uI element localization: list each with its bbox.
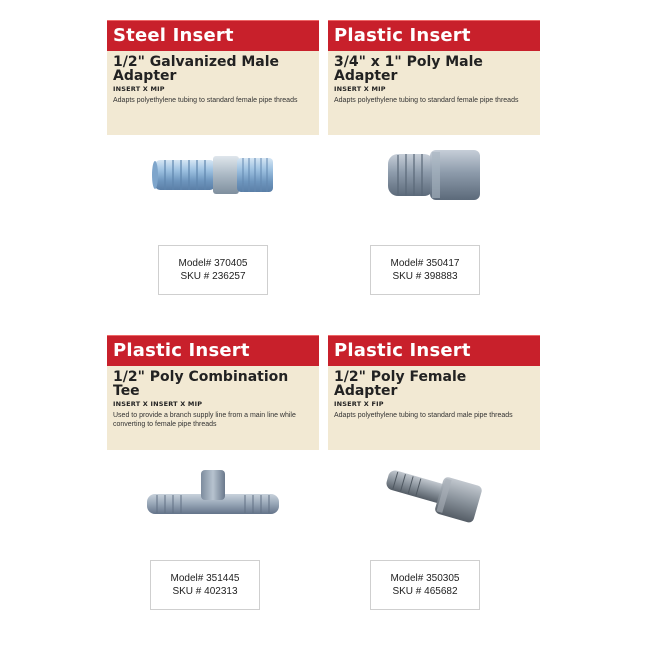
plastic-female-adapter-icon bbox=[328, 458, 540, 538]
product-info bbox=[107, 366, 319, 450]
steel-adapter-icon bbox=[107, 140, 319, 220]
sku-number: SKU # 398883 bbox=[392, 271, 458, 282]
model-sku-box bbox=[370, 245, 480, 295]
product-connection-type: INSERT X FIP bbox=[334, 400, 384, 408]
product-image-poly-combination-tee bbox=[107, 462, 319, 542]
sku-number: SKU # 236257 bbox=[180, 271, 246, 282]
product-card-poly-combination-tee bbox=[107, 335, 319, 450]
product-info bbox=[107, 51, 319, 135]
product-card-galvanized-male-adapter bbox=[107, 20, 319, 135]
model-number: Model# 350417 bbox=[390, 258, 460, 269]
plastic-tee-icon bbox=[107, 462, 319, 542]
product-image-poly-male-adapter bbox=[328, 140, 540, 220]
product-connection-type: INSERT X MIP bbox=[334, 85, 386, 93]
product-name: 1/2" Poly Female Adapter bbox=[334, 369, 467, 399]
product-info bbox=[328, 366, 540, 450]
model-number: Model# 370405 bbox=[178, 258, 248, 269]
model-sku-box bbox=[370, 560, 480, 610]
plastic-male-adapter-icon bbox=[328, 140, 540, 220]
product-category-banner: Plastic Insert bbox=[107, 335, 319, 366]
model-number: Model# 351445 bbox=[170, 573, 240, 584]
product-category-banner: Plastic Insert bbox=[328, 20, 540, 51]
product-connection-type: INSERT X MIP bbox=[113, 85, 165, 93]
product-description: Used to provide a branch supply line from a main line while converting to female pipe threads bbox=[113, 412, 296, 428]
model-sku-box bbox=[150, 560, 260, 610]
product-category-banner: Steel Insert bbox=[107, 20, 319, 51]
product-card-poly-female-adapter bbox=[328, 335, 540, 450]
product-image-galvanized-male-adapter bbox=[107, 140, 319, 220]
product-description: Adapts polyethylene tubing to standard female pipe threads bbox=[334, 97, 519, 104]
model-number: Model# 350305 bbox=[390, 573, 460, 584]
product-description: Adapts polyethylene tubing to standard male pipe threads bbox=[334, 412, 513, 419]
product-category-banner: Plastic Insert bbox=[328, 335, 540, 366]
sku-number: SKU # 465682 bbox=[392, 586, 458, 597]
product-connection-type: INSERT X INSERT X MIP bbox=[113, 400, 203, 408]
product-image-poly-female-adapter bbox=[328, 458, 540, 538]
sku-number: SKU # 402313 bbox=[172, 586, 238, 597]
product-card-poly-male-adapter bbox=[328, 20, 540, 135]
product-name: 1/2" Galvanized Male Adapter bbox=[113, 54, 280, 84]
product-description: Adapts polyethylene tubing to standard female pipe threads bbox=[113, 97, 298, 104]
product-name: 1/2" Poly Combination Tee bbox=[113, 369, 289, 399]
model-sku-box bbox=[158, 245, 268, 295]
product-info bbox=[328, 51, 540, 135]
product-name: 3/4" x 1" Poly Male Adapter bbox=[334, 54, 483, 84]
